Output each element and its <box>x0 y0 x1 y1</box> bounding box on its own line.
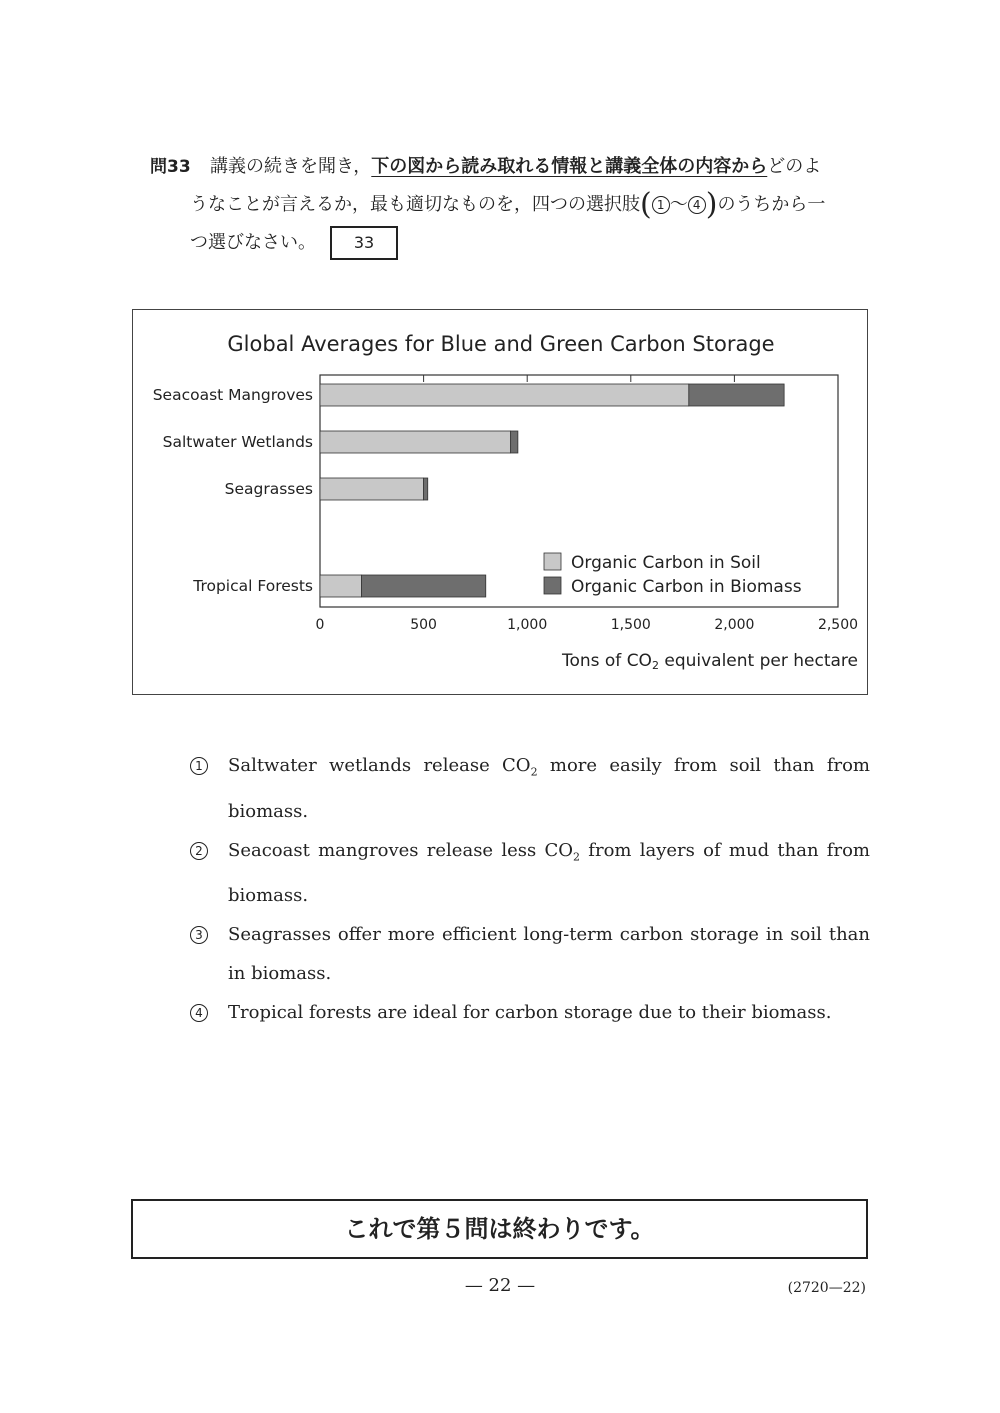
bar-segment <box>689 384 784 406</box>
x-tick-label: 2,000 <box>714 617 755 633</box>
option-text: Seagrasses offer more efficient long-term carbon storage in soil than in biomass. <box>228 924 870 985</box>
category-label: Seacoast Mangroves <box>152 386 313 404</box>
question-emphasis: 下の図から読み取れる情報と講義全体の内容から <box>371 156 768 177</box>
answer-box[interactable]: 33 <box>330 226 398 260</box>
option-4[interactable] <box>190 993 870 1032</box>
bar-segment <box>361 575 485 597</box>
legend-label: Organic Carbon in Soil <box>571 553 761 573</box>
chart-frame <box>132 309 868 695</box>
question-text-line2: うなことが言えるか，最も適切なものを，四つの選択肢 <box>190 194 640 215</box>
bar-segment <box>320 384 689 406</box>
option-3[interactable] <box>190 915 870 993</box>
page-number: — 22 — <box>464 1275 536 1296</box>
x-tick-label: 2,500 <box>817 617 859 633</box>
option-number-circle: 4 <box>190 1004 208 1022</box>
option-number-circle: 3 <box>190 926 208 944</box>
legend-swatch <box>544 577 561 594</box>
end-message-box: これで第５問は終わりです。 <box>131 1199 868 1259</box>
category-label: Seagrasses <box>224 480 313 498</box>
question-text-line2-post: のうちから一 <box>717 194 826 215</box>
answer-options <box>190 746 870 1032</box>
bar-segment <box>320 431 511 453</box>
bar-segment <box>320 575 361 597</box>
option-number-circle: 1 <box>190 757 208 775</box>
x-tick-label: 500 <box>410 617 437 633</box>
option-text: Seacoast mangroves release less $CO_2$ from layers of mud than from biomass. <box>228 839 870 907</box>
document-code: (2720—22) <box>787 1280 866 1296</box>
bar-segment <box>424 478 428 500</box>
x-tick-label: 1,500 <box>610 617 651 633</box>
x-axis-label: Tons of CO2 equivalent per hectare <box>561 651 858 672</box>
question-text-line3: つ選びなさい。 <box>190 232 316 253</box>
bar-segment <box>320 478 424 500</box>
chart-svg <box>133 310 869 696</box>
legend-label: Organic Carbon in Biomass <box>571 577 802 597</box>
range-separator: ～ <box>669 194 688 215</box>
x-tick-label: 1,000 <box>507 617 548 633</box>
question-line-1 <box>210 148 821 186</box>
option-text: Saltwater wetlands release $CO_2$ more easily from soil than from biomass. <box>228 755 870 822</box>
question-line-2 <box>190 186 825 224</box>
question-number: 問33 <box>150 157 191 177</box>
category-label: Tropical Forests <box>193 577 313 595</box>
bar-segment <box>511 431 518 453</box>
category-label: Saltwater Wetlands <box>162 433 313 451</box>
question-text-post: どのよ <box>767 156 822 177</box>
option-number-circle: 2 <box>190 842 208 860</box>
range-start-circle: 1 <box>652 196 670 214</box>
question-text-pre: 講義の続きを聞き， <box>210 156 372 177</box>
x-tick-label: 0 <box>315 617 325 633</box>
option-2[interactable] <box>190 831 870 916</box>
paren-open: ( <box>640 187 652 222</box>
subscript: 2 <box>573 850 581 864</box>
paren-close: ) <box>705 187 718 222</box>
chart-title: Global Averages for Blue and Green Carbon Storage <box>227 332 775 356</box>
question-line-3 <box>190 224 398 262</box>
subscript: 2 <box>530 765 538 779</box>
range-end-circle: 4 <box>688 196 706 214</box>
legend-swatch <box>544 553 561 570</box>
option-1[interactable] <box>190 746 870 831</box>
option-text: Tropical forests are ideal for carbon storage due to their biomass. <box>228 1002 832 1024</box>
